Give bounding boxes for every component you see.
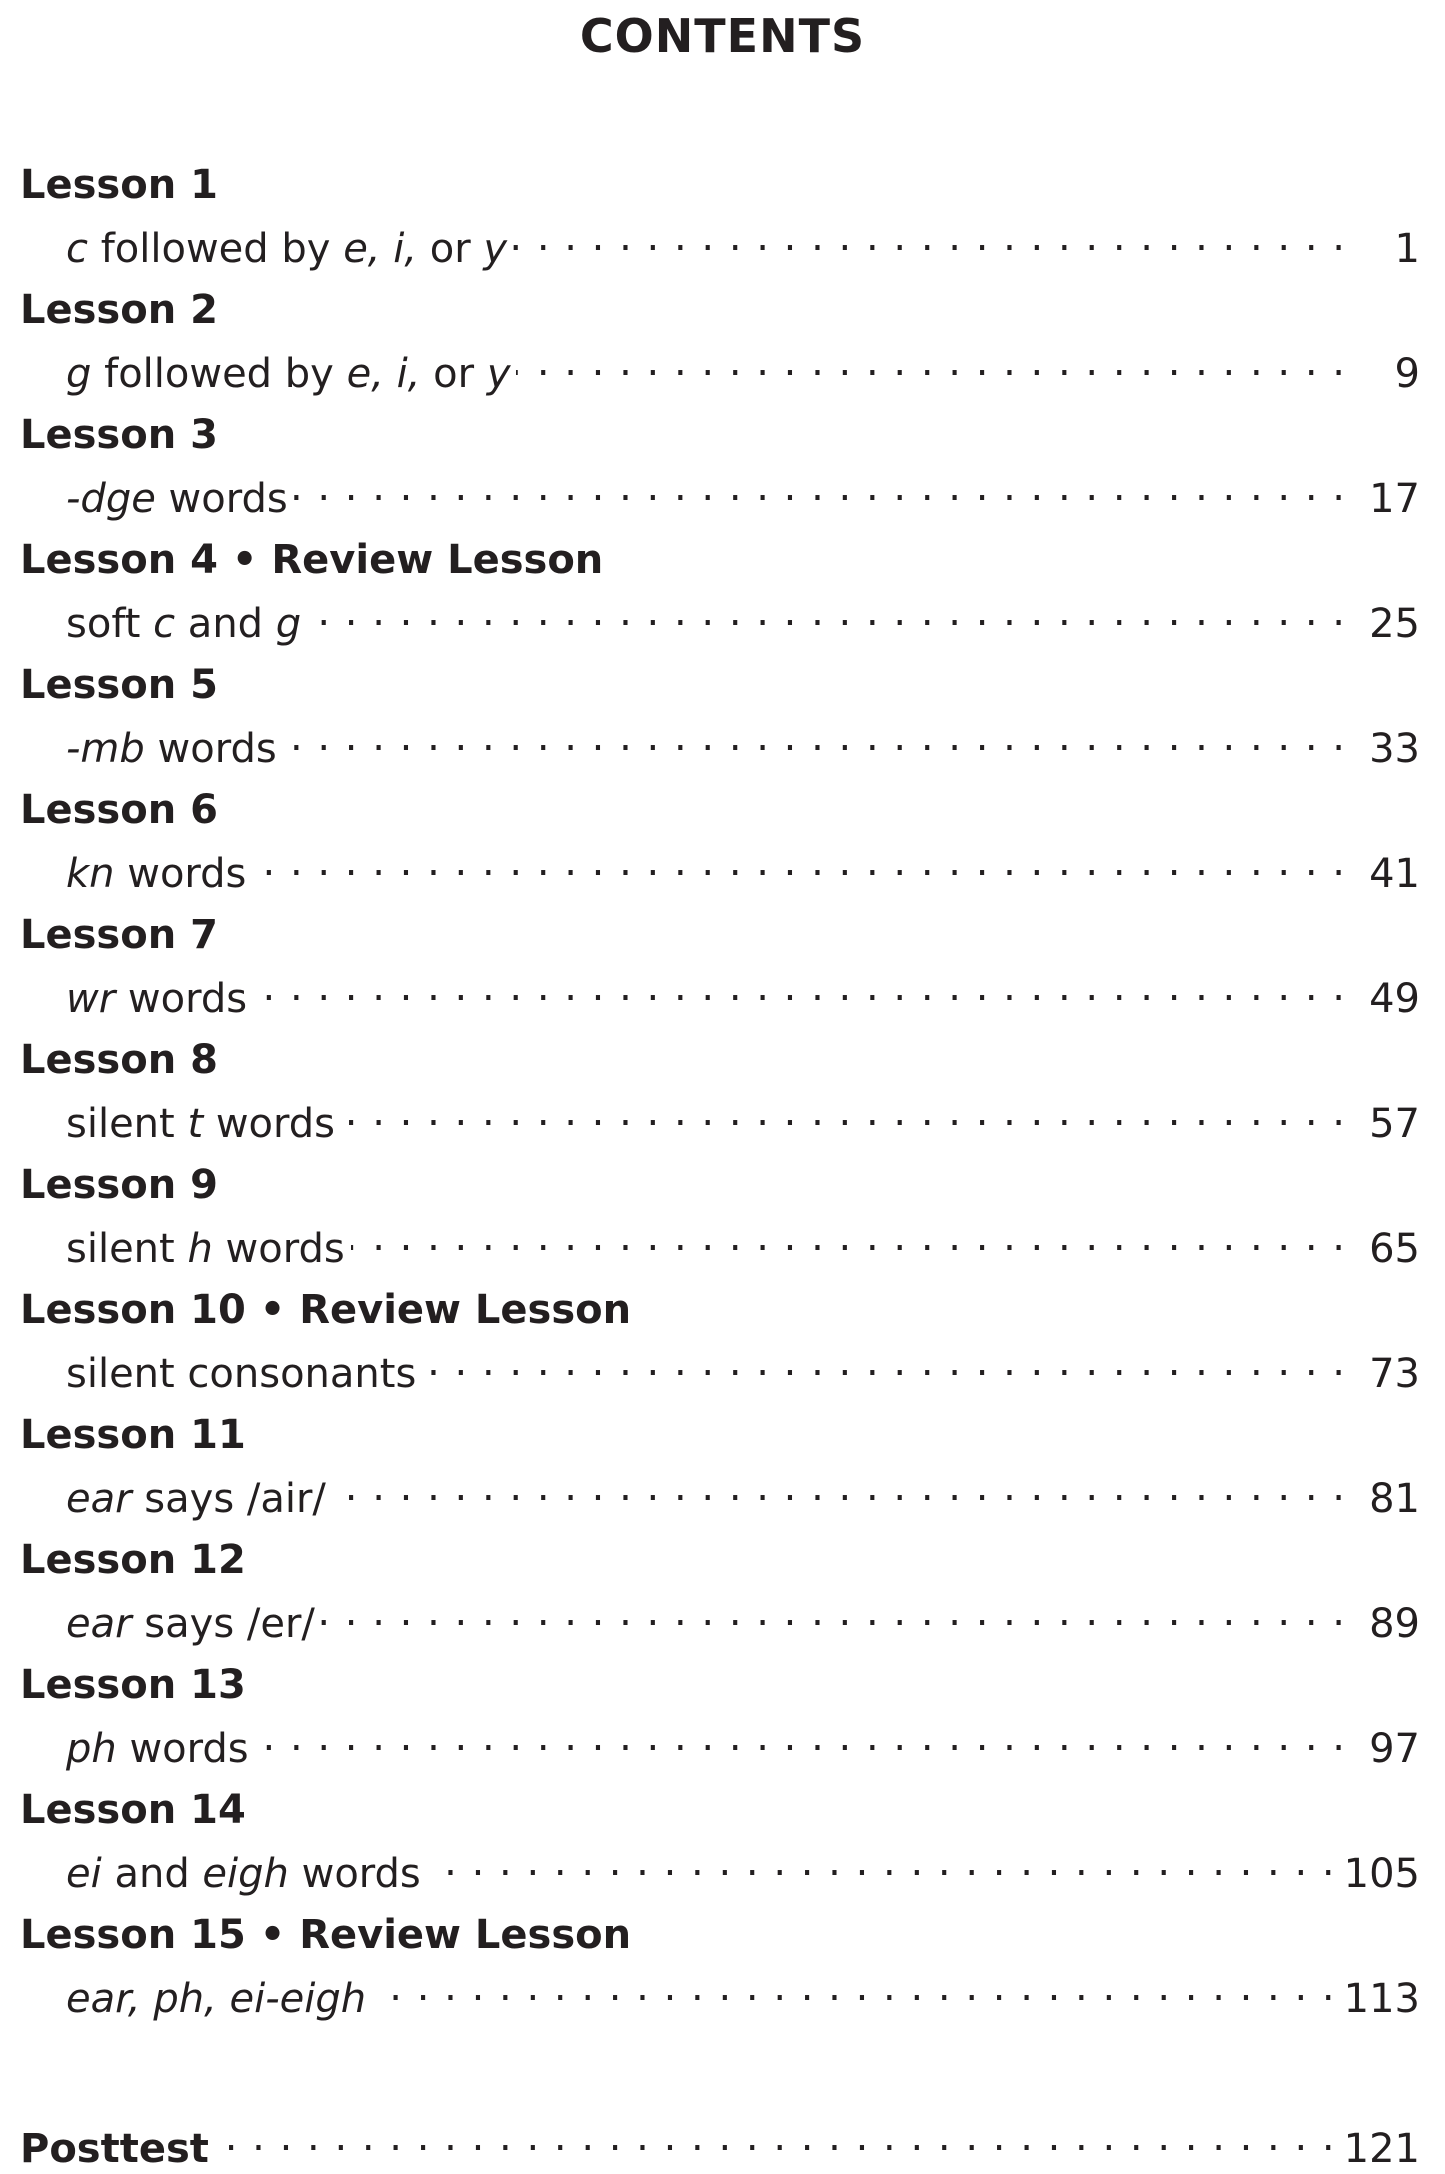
lesson-page-number: 57 (1369, 1101, 1420, 1147)
topic-text: silent consonants (66, 1351, 417, 1397)
dot-leader (422, 1337, 1346, 1387)
lesson-topic (66, 849, 246, 899)
lesson-page-number: 41 (1369, 851, 1420, 897)
lesson-page-number: 97 (1369, 1726, 1420, 1772)
lesson-topic-line (66, 1462, 1420, 1524)
lesson-heading: Lesson 14 (20, 1787, 246, 1833)
lesson-page-number: 89 (1369, 1601, 1420, 1647)
lesson-topic (66, 1099, 335, 1149)
lesson-topic-line (66, 837, 1420, 899)
lesson-heading: Lesson 9 (20, 1162, 218, 1208)
topic-text: words (212, 1226, 345, 1272)
lesson-topic-line (66, 962, 1420, 1024)
lesson-topic (66, 724, 277, 774)
toc-entry (20, 1785, 1420, 1910)
topic-text: or (417, 226, 484, 272)
topic-italic-text: g (66, 351, 92, 397)
lesson-topic (66, 474, 288, 524)
lesson-topic (66, 599, 301, 649)
topic-italic-text: t (187, 1101, 204, 1147)
lesson-topic-line (66, 1962, 1420, 2024)
lesson-heading: Lesson 12 (20, 1537, 246, 1583)
dot-leader (307, 587, 1346, 637)
topic-text: silent (66, 1101, 188, 1147)
lesson-topic (66, 1974, 366, 2024)
topic-text: or (420, 351, 487, 397)
posttest-page-number: 121 (1343, 2126, 1420, 2172)
toc-entry (20, 1035, 1420, 1160)
topic-italic-text: h (187, 1226, 213, 1272)
lesson-page-number: 9 (1394, 351, 1420, 397)
lesson-topic (66, 349, 510, 399)
dot-leader (255, 1712, 1346, 1762)
toc-entry (20, 1535, 1420, 1660)
lesson-topic-line (66, 462, 1420, 524)
topic-text: words (288, 1851, 421, 1897)
topic-italic-text: wr (66, 976, 116, 1022)
dot-leader (341, 1087, 1346, 1137)
lesson-page-number: 25 (1369, 601, 1420, 647)
toc-posttest-entry (20, 2112, 1420, 2174)
toc-list (20, 160, 1420, 2035)
topic-text: says /air/ (131, 1476, 326, 1522)
lesson-heading: Lesson 13 (20, 1662, 246, 1708)
topic-italic-text: -mb (66, 726, 145, 772)
topic-text: words (115, 976, 248, 1022)
lesson-heading: Lesson 4 • Review Lesson (20, 537, 604, 583)
topic-text: and (175, 601, 276, 647)
topic-italic-text: eigh (202, 1851, 289, 1897)
topic-italic-text: -dge (66, 476, 156, 522)
lesson-heading: Lesson 1 (20, 162, 218, 208)
topic-italic-text: c (66, 226, 88, 272)
topic-italic-text: e, i, (343, 226, 418, 272)
lesson-heading: Lesson 7 (20, 912, 218, 958)
topic-text: words (203, 1101, 335, 1147)
lesson-page-number: 49 (1369, 976, 1420, 1022)
toc-entry (20, 285, 1420, 410)
toc-entry (20, 1660, 1420, 1785)
dot-leader (351, 1212, 1346, 1262)
topic-text: soft (66, 601, 154, 647)
posttest-label: Posttest (20, 2126, 209, 2172)
topic-text: followed by (91, 351, 347, 397)
lesson-topic-line (66, 212, 1420, 274)
lesson-topic-line (66, 1337, 1420, 1399)
topic-italic-text: ph (66, 1726, 117, 1772)
dot-leader (252, 837, 1346, 887)
topic-text: words (144, 726, 277, 772)
topic-text: words (155, 476, 288, 522)
lesson-topic-line (66, 1212, 1420, 1274)
dot-leader (215, 2112, 1336, 2162)
lesson-topic-line (66, 1087, 1420, 1149)
topic-italic-text: y (486, 351, 511, 397)
lesson-topic-line (66, 1587, 1420, 1649)
lesson-heading: Lesson 10 • Review Lesson (20, 1287, 632, 1333)
lesson-topic (66, 1349, 416, 1399)
toc-entry (20, 160, 1420, 285)
lesson-heading: Lesson 3 (20, 412, 218, 458)
lesson-page-number: 113 (1343, 1976, 1420, 2022)
topic-italic-text: y (483, 226, 508, 272)
lesson-heading: Lesson 8 (20, 1037, 218, 1083)
dot-leader (516, 337, 1346, 387)
dot-leader (372, 1962, 1336, 2012)
dot-leader (427, 1837, 1336, 1887)
lesson-topic (66, 1474, 326, 1524)
lesson-topic-line (66, 587, 1420, 649)
lesson-topic-line (66, 712, 1420, 774)
lesson-topic-line (66, 1837, 1420, 1899)
toc-entry (20, 1160, 1420, 1285)
toc-entry (20, 1410, 1420, 1535)
lesson-heading: Lesson 5 (20, 662, 218, 708)
dot-leader (332, 1462, 1346, 1512)
toc-entry (20, 535, 1420, 660)
toc-entry (20, 910, 1420, 1035)
lesson-topic (66, 1599, 315, 1649)
topic-italic-text: ear, ph, ei-eigh (66, 1976, 367, 2022)
toc-entry (20, 1285, 1420, 1410)
dot-leader (283, 712, 1346, 762)
dot-leader (253, 962, 1346, 1012)
dot-leader (513, 212, 1346, 262)
lesson-topic (66, 1224, 345, 1274)
topic-text: says /er/ (131, 1601, 315, 1647)
topic-italic-text: e, i, (346, 351, 421, 397)
lesson-heading: Lesson 11 (20, 1412, 246, 1458)
lesson-topic (66, 1724, 249, 1774)
lesson-page-number: 81 (1369, 1476, 1420, 1522)
topic-text: words (116, 1726, 249, 1772)
lesson-topic (66, 1849, 421, 1899)
lesson-heading: Lesson 6 (20, 787, 218, 833)
toc-entry (20, 1910, 1420, 2035)
topic-text: followed by (88, 226, 344, 272)
lesson-topic-line (66, 337, 1420, 399)
topic-text: words (114, 851, 247, 897)
lesson-page-number: 17 (1369, 476, 1420, 522)
topic-italic-text: c (153, 601, 176, 647)
topic-text: silent (66, 1226, 188, 1272)
toc-entry (20, 410, 1420, 535)
lesson-page-number: 65 (1369, 1226, 1420, 1272)
dot-leader (294, 462, 1346, 512)
page-title: CONTENTS (579, 9, 866, 63)
lesson-page-number: 33 (1369, 726, 1420, 772)
topic-text: and (101, 1851, 203, 1897)
lesson-topic-line (66, 1712, 1420, 1774)
lesson-heading: Lesson 15 • Review Lesson (20, 1912, 632, 1958)
lesson-topic (66, 224, 507, 274)
topic-italic-text: kn (66, 851, 115, 897)
topic-italic-text: ear (66, 1476, 132, 1522)
toc-entry (20, 785, 1420, 910)
dot-leader (321, 1587, 1346, 1637)
lesson-page-number: 73 (1369, 1351, 1420, 1397)
topic-italic-text: g (275, 601, 302, 647)
toc-entry (20, 660, 1420, 785)
lesson-topic (66, 974, 247, 1024)
lesson-page-number: 105 (1343, 1851, 1420, 1897)
topic-italic-text: ei (66, 1851, 102, 1897)
lesson-heading: Lesson 2 (20, 287, 218, 333)
lesson-page-number: 1 (1394, 226, 1420, 272)
topic-italic-text: ear (66, 1601, 132, 1647)
